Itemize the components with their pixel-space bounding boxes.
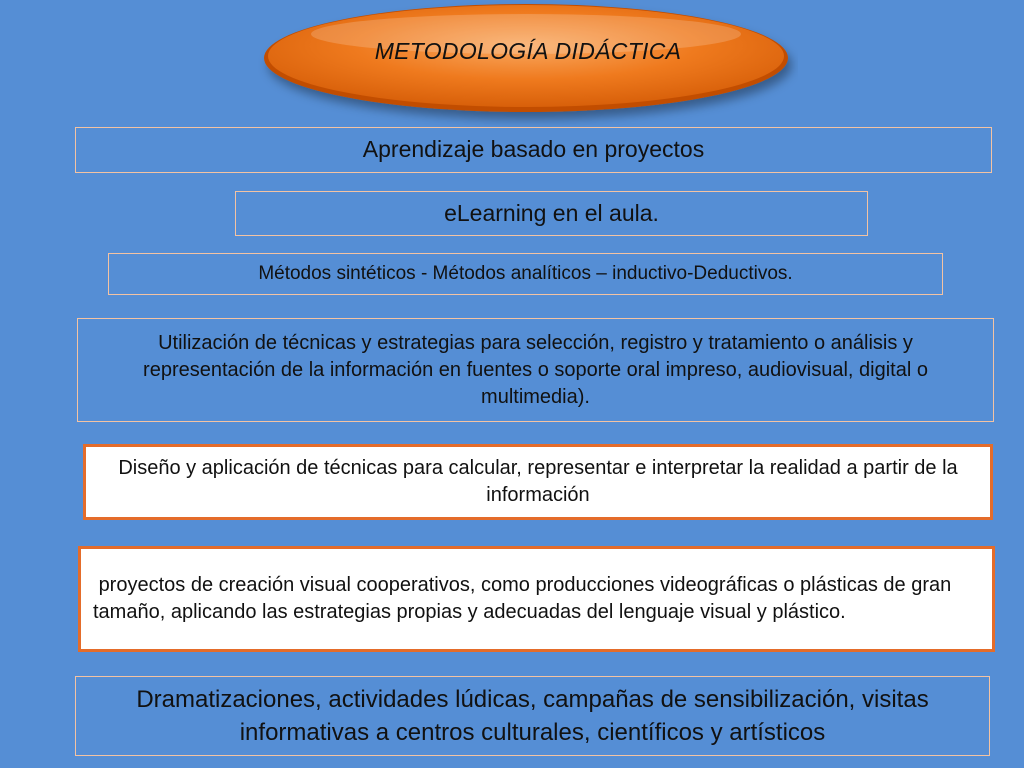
methodology-box-information-techniques	[77, 318, 994, 422]
box-text: Métodos sintéticos - Métodos analíticos – inductivo-Deductivos.	[258, 263, 793, 285]
methodology-box-elearning	[235, 191, 868, 236]
box-text: proyectos de creación visual cooperativos, como producciones videográficas o plásticas de gran tamaño, aplicando las estrategias propias y adecuadas del lenguaje visual y plástico.	[93, 574, 957, 623]
methodology-box-methods	[108, 253, 943, 295]
slide-title: METODOLOGÍA DIDÁCTICA	[374, 38, 682, 64]
box-text: eLearning en el aula.	[444, 199, 659, 226]
box-text: Aprendizaje basado en proyectos	[362, 136, 705, 163]
methodology-box-design-application	[83, 444, 993, 520]
box-text: Utilización de técnicas y estrategias para selección, registro y tratamiento o análisis y representación de la información en fuentes o soporte oral impreso, audiovisual, digital o multimedia).	[143, 331, 928, 408]
box-text: Dramatizaciones, actividades lúdicas, campañas de sensibilización, visitas informativas a centros culturales, científicos y artísticos	[136, 685, 929, 746]
methodology-box-project-learning	[75, 127, 992, 173]
methodology-box-visual-projects	[78, 546, 995, 652]
methodology-box-dramatizations	[75, 676, 990, 756]
box-text: Diseño y aplicación de técnicas para calcular, representar e interpretar la realidad a partir de la información	[118, 457, 958, 506]
